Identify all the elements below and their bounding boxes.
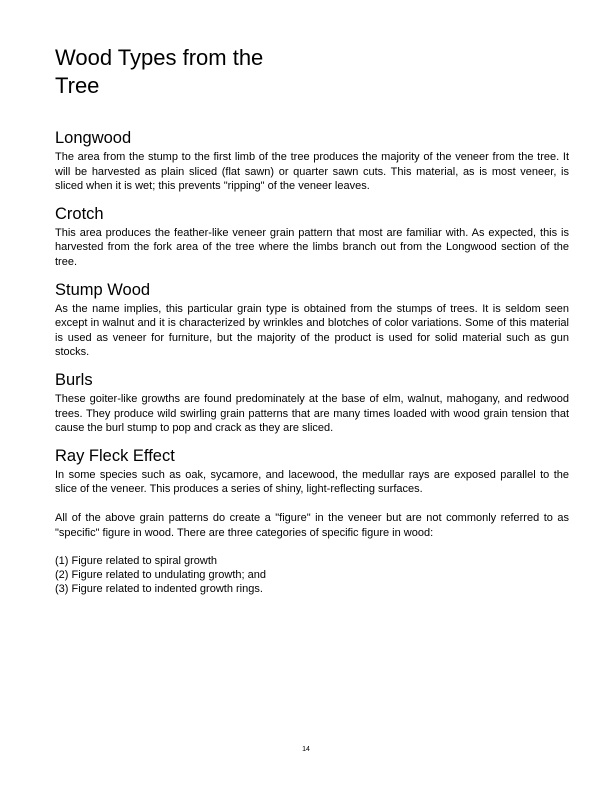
document-page	[55, 44, 569, 596]
section-heading: Burls	[55, 370, 93, 389]
section-heading: Stump Wood	[55, 280, 151, 299]
section-crotch	[55, 204, 569, 270]
section-text: This area produces the feather-like veneer grain pattern that most are familiar with. As expected, this is harvested from the fork area of the tree where the limbs branch out from the Longwood section of the tree.	[55, 226, 569, 268]
section-text: In some species such as oak, sycamore, and lacewood, the medullar rays are exposed parallel to the slice of the veneer. This produces a series of shiny, light-reflecting surfaces.	[55, 468, 569, 496]
section-longwood	[55, 128, 569, 194]
section-stump-wood	[55, 280, 569, 360]
section-heading: Longwood	[55, 129, 132, 147]
section-text: These goiter-like growths are found predominately at the base of elm, walnut, mahogany, and redwood trees. They produce wild swirling grain patterns that are many times loaded with wood grain tension that cause the burl stump to pop and crack as they are sliced.	[55, 392, 569, 435]
figure-categories-list	[55, 554, 569, 596]
section-ray-fleck-effect	[55, 446, 569, 596]
list-item: (3) Figure related to indented growth rings.	[55, 583, 263, 596]
page-number: 14	[302, 746, 310, 753]
section-burls	[55, 370, 569, 436]
section-text: The area from the stump to the first limb of the tree produces the majority of the veneer from the tree. It will be harvested as plain sliced (flat sawn) or quarter sawn cuts. This material, as is most veneer, is sliced when it is wet; this prevents "ripping" of the veneer leaves.	[55, 151, 569, 193]
page-title	[55, 44, 569, 100]
page-title-line-2: Tree	[55, 73, 100, 98]
section-text: As the name implies, this particular grain type is obtained from the stumps of trees. It is seldom seen except in walnut and it is characterized by wrinkles and blotches of color variations. Some of this material is used as veneer for furniture, but the majority of the product is used for solid material such as gun stocks.	[55, 302, 569, 359]
section-heading: Crotch	[55, 204, 104, 223]
list-item: (2) Figure related to undulating growth; and	[55, 569, 266, 582]
list-item: (1) Figure related to spiral growth	[55, 555, 218, 568]
section-heading: Ray Fleck Effect	[55, 446, 175, 465]
page-title-line-1: Wood Types from the	[55, 45, 264, 70]
closing-paragraph: All of the above grain patterns do create a "figure" in the veneer but are not commonly referred to as "specific" figure in wood. There are three categories of specific figure in wood:	[55, 511, 569, 539]
